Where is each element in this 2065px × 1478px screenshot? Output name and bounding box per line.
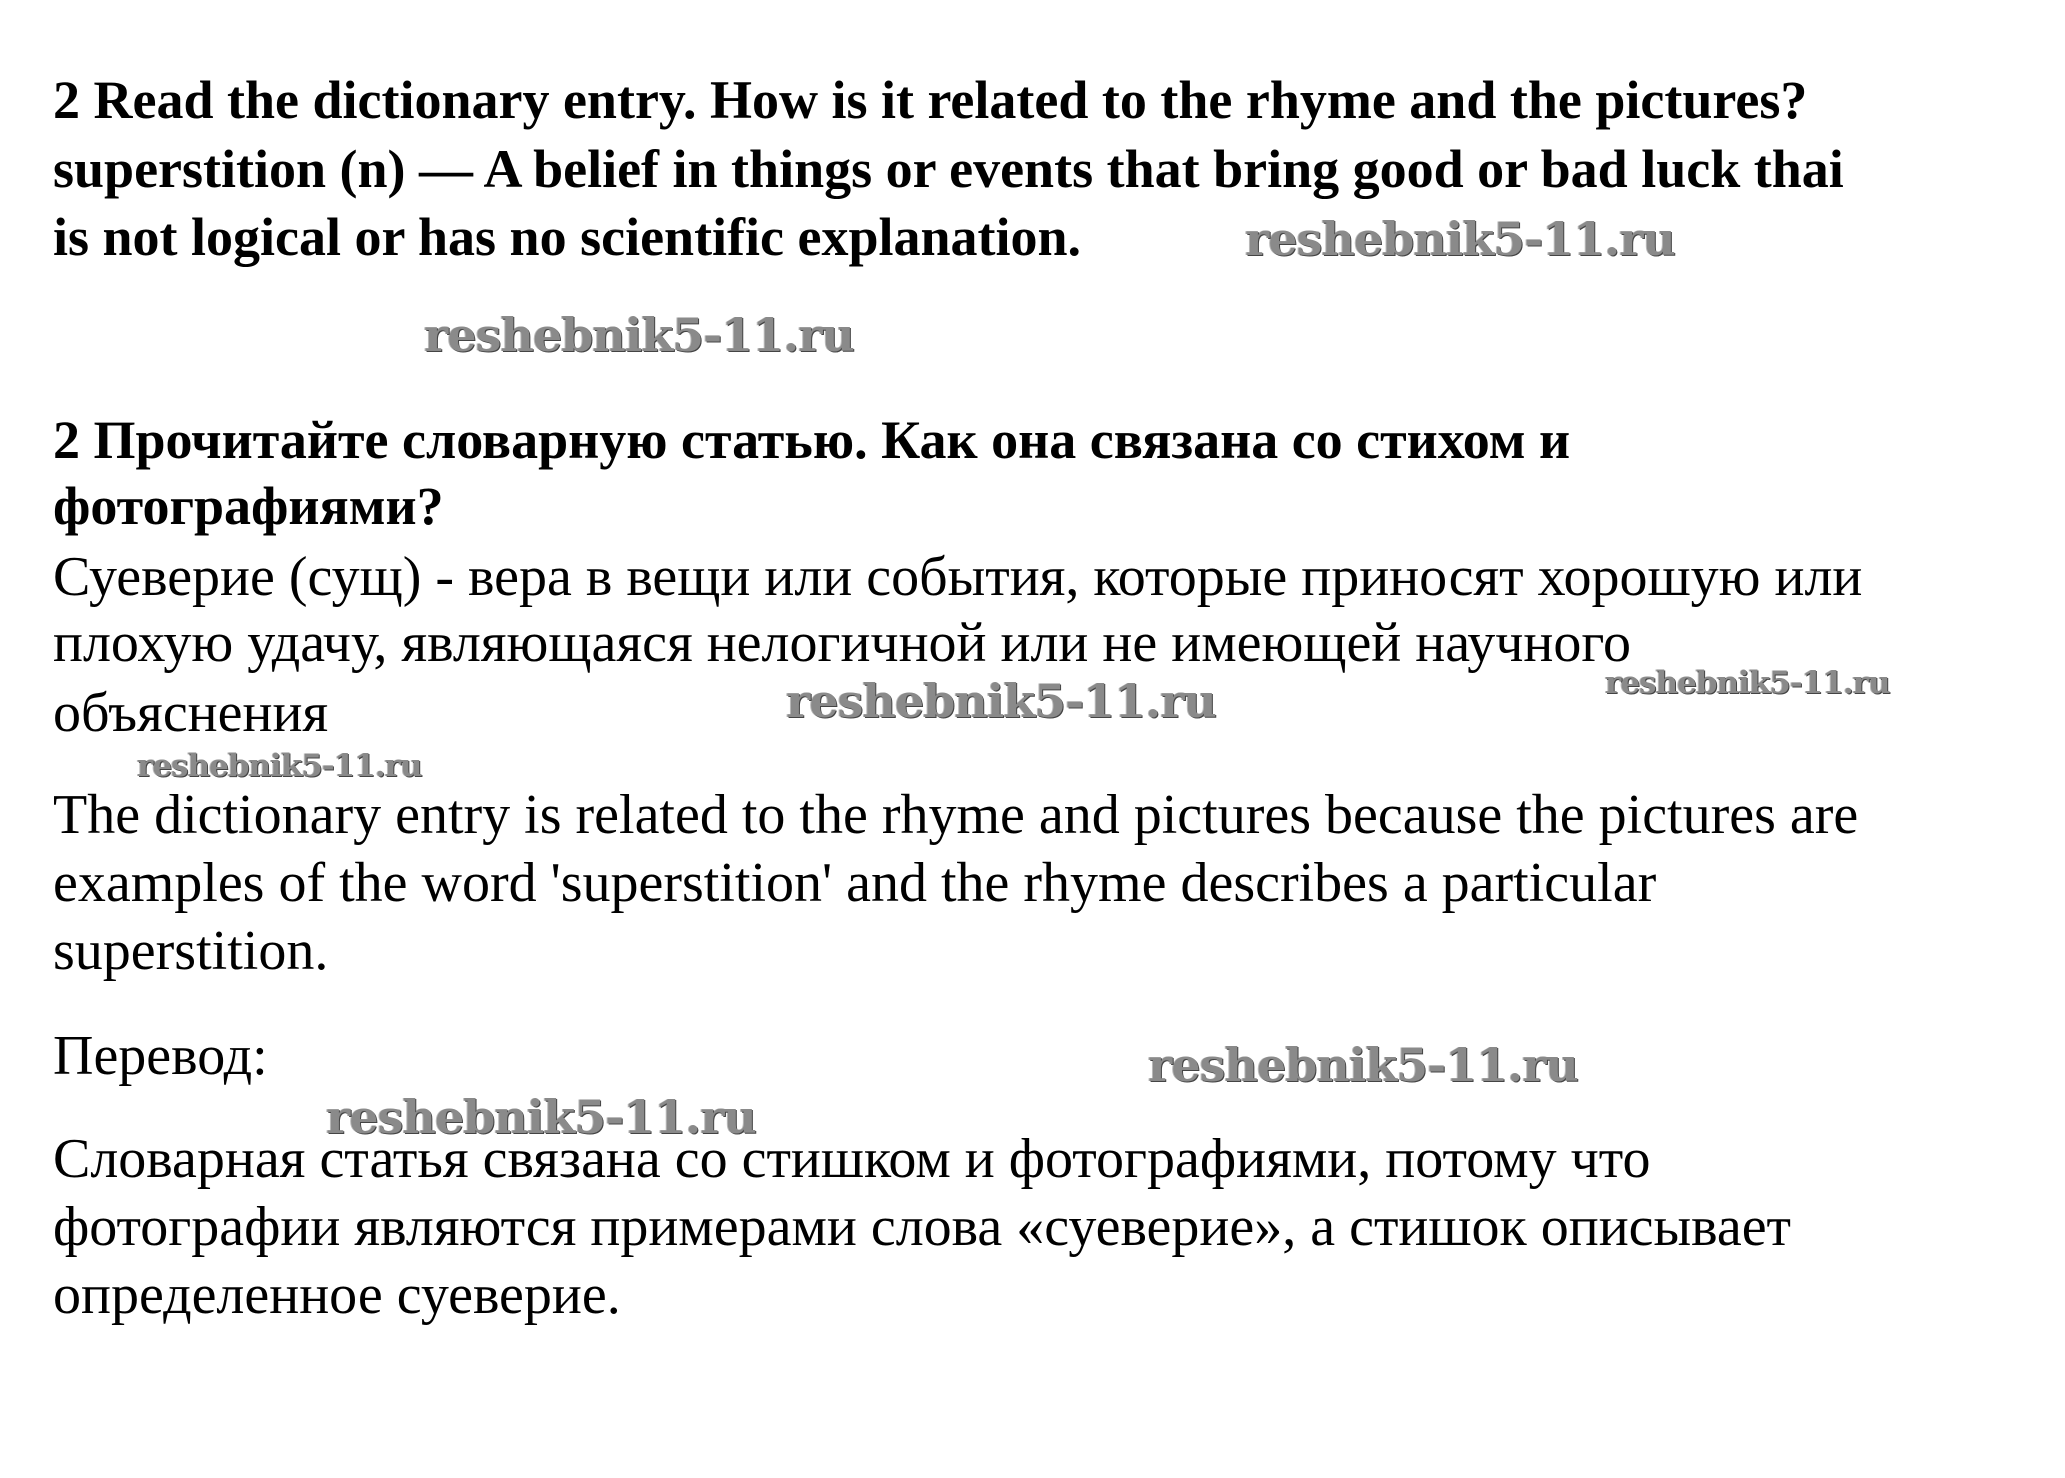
text-line: superstition (n) — A belief in things or events that bring good or bad luck thai — [53, 139, 1844, 199]
watermark: reshebnik5-11.ru — [424, 308, 854, 362]
watermark: reshebnik5-11.ru — [326, 1090, 756, 1144]
translation-label: Перевод: — [53, 1025, 268, 1087]
text-line: Словарная статья связана со стишком и фотографиями, потому что — [53, 1128, 1651, 1190]
watermark: reshebnik5-11.ru — [786, 674, 1216, 728]
text-line: фотографиями? — [53, 476, 444, 536]
watermark: reshebnik5-11.ru — [137, 748, 422, 784]
watermark: reshebnik5-11.ru — [1245, 212, 1675, 266]
text-line: superstition. — [53, 920, 329, 982]
text-line: examples of the word 'superstition' and the rhyme describes a particular — [53, 852, 1657, 914]
text-line: плохую удачу, являющаяся нелогичной или не имеющей научного — [53, 612, 1631, 674]
text-line: фотографии являются примерами слова «суеверие», а стишок описывает — [53, 1196, 1792, 1258]
text-line: Суеверие (сущ) - вера в вещи или события, которые приносят хорошую или — [53, 546, 1863, 608]
watermark: reshebnik5-11.ru — [1605, 665, 1890, 701]
text-line: 2 Read the dictionary entry. How is it related to the rhyme and the pictures? — [53, 70, 1808, 130]
text-line: 2 Прочитайте словарную статью. Как она связана со стихом и — [53, 410, 1571, 470]
text-line: The dictionary entry is related to the rhyme and pictures because the pictures are — [53, 784, 1859, 846]
text-line: is not logical or has no scientific explanation. — [53, 207, 1082, 267]
watermark: reshebnik5-11.ru — [1148, 1038, 1578, 1092]
text-line: определенное суеверие. — [53, 1264, 621, 1326]
text-line: объяснения — [53, 682, 329, 744]
